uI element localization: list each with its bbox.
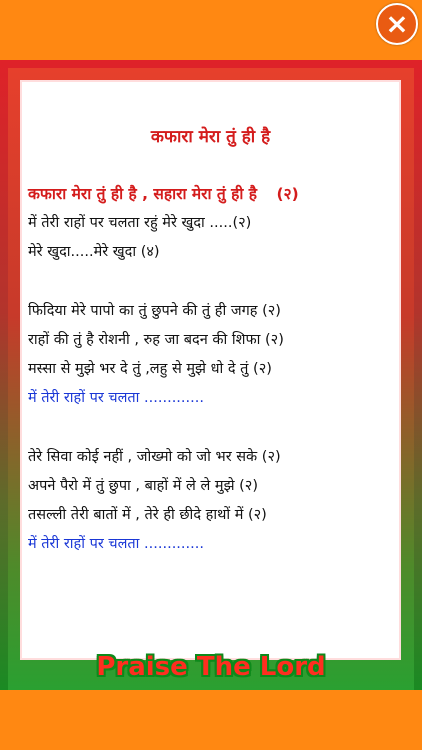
lyric-text: कफारा मेरा तुं ही है , सहारा मेरा तुं ही है	[28, 185, 258, 203]
repeat-count: (२)	[276, 185, 299, 203]
lyric-line: तसल्ली तेरी बातों में , तेरे ही छीदे हाथों में (२)	[28, 507, 267, 523]
refrain-line: में तेरी राहों पर चलता .............	[28, 390, 204, 406]
lyric-line: तेरे सिवा कोई नहीं , जोख्मो को जो भर सके (२)	[28, 449, 281, 465]
lyric-line	[28, 180, 396, 209]
lyric-line: में तेरी राहों पर चलता रहुं मेरे खुदा .....(२)	[28, 215, 252, 231]
lyric-line: अपने पैरो में तुं छुपा , बाहों में ले ले मुझे (२)	[28, 478, 258, 494]
lyric-line: मस्सा से मुझे भर दे तुं ,लहु से मुझे धो दे तुं (२)	[28, 361, 272, 377]
refrain-line: में तेरी राहों पर चलता .............	[28, 536, 204, 552]
lyrics-card	[20, 80, 401, 660]
lyrics-body	[28, 180, 396, 559]
close-icon[interactable]: ×	[376, 3, 418, 45]
song-title: कफारा मेरा तुं ही है	[150, 127, 271, 147]
lyric-line: मेरे खुदा.....मेरे खुदा (४)	[28, 244, 160, 260]
lyric-line: राहों की तुं है रोशनी , रुह जा बदन की शिफा (२)	[28, 332, 284, 348]
bottom-bar	[0, 690, 422, 750]
praise-banner: Praise The Lord	[96, 652, 326, 682]
top-bar	[0, 0, 422, 60]
lyric-line: फिदिया मेरे पापो का तुं छुपने की तुं ही जगह (२)	[28, 303, 281, 319]
stanza-gap	[28, 267, 396, 297]
stanza-gap	[28, 413, 396, 443]
